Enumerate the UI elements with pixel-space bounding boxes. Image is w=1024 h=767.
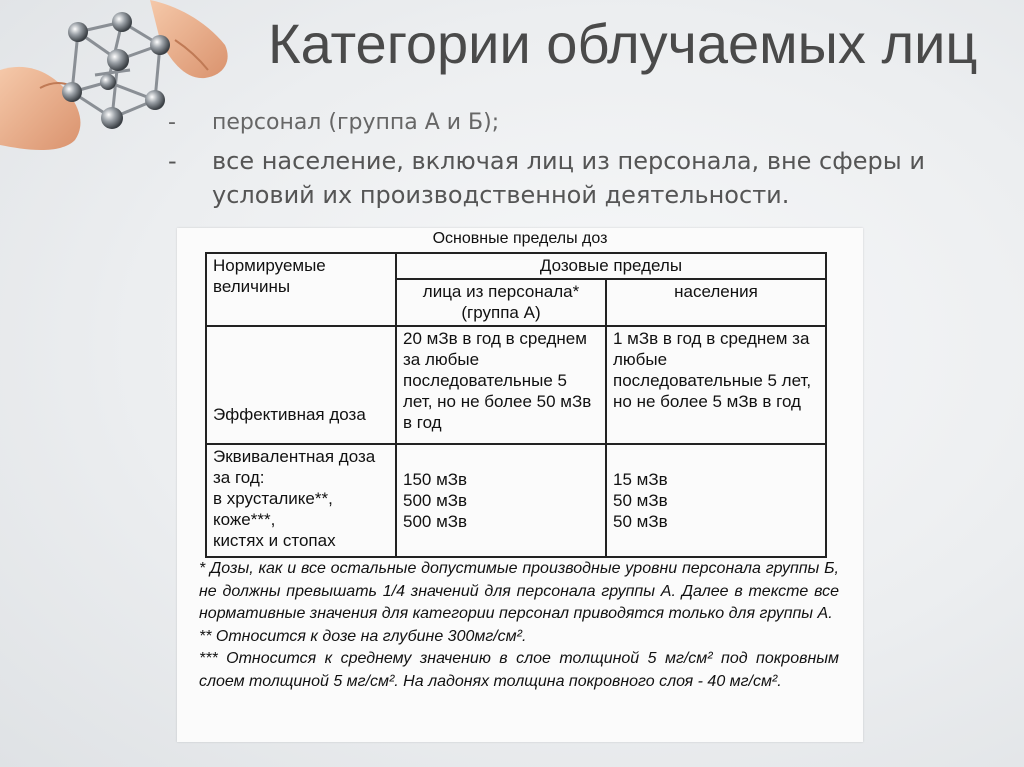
cell-population-effective: 1 мЗв в год в среднем за любые последовательные 5 лет, но не более 5 мЗв в год — [606, 326, 826, 444]
table-caption: Основные пределы доз — [432, 230, 608, 247]
label-line: в хрусталике**, — [213, 489, 333, 509]
bullet-text: все население, включая лиц из персонала, вне сферы и условий их производственной деятельности. — [212, 147, 925, 209]
header-quantities: Нормируемые величины — [206, 253, 396, 326]
footnote: ** Относится к дозе на глубине 300мг/см². — [199, 627, 527, 645]
row-label-effective-dose: Эффективная доза — [206, 326, 396, 444]
value-line: 500 мЗв — [403, 512, 468, 532]
header-personnel: лица из персонала* (группа А) — [396, 279, 606, 327]
bullet-list — [168, 106, 988, 212]
header-population: населения — [606, 279, 826, 327]
dose-limits-table — [205, 252, 827, 558]
cell-personnel-effective: 20 мЗв в год в среднем за любые последовательные 5 лет, но не более 50 мЗв в год — [396, 326, 606, 444]
table-row — [206, 326, 826, 444]
value-line: 50 мЗв — [613, 491, 668, 511]
value-line: 15 мЗв — [613, 470, 668, 490]
slide-title: Категории облучаемых лиц — [268, 12, 978, 75]
bullet-marker: - — [168, 110, 176, 135]
bullet-text: персонал (группа А и Б); — [212, 110, 500, 135]
table-row — [206, 444, 826, 557]
dose-limits-scan — [177, 228, 863, 742]
label-line: коже***, — [213, 510, 276, 530]
label-line: кистях и стопах — [213, 531, 336, 551]
footnote: * Дозы, как и все остальные допустимые производные уровни персонала группы Б, не должны превышать 1/4 значений для персонала группы А. Далее в тексте все нормативные значения для категории персонал приводятся только для группы А. — [199, 560, 839, 622]
footnotes — [199, 558, 839, 693]
cell-personnel-equivalent — [396, 444, 606, 557]
value-line: 50 мЗв — [613, 512, 668, 532]
header-limits: Дозовые пределы — [396, 253, 826, 279]
footnote: *** Относится к среднему значению в слое толщиной 5 мг/см² под покровным слоем толщиной 5 мг/см². На ладонях толщина покровного слоя - 40 мг/см². — [199, 650, 839, 690]
bullet-marker: - — [168, 147, 177, 175]
label-line: Эквивалентная доза за год: — [213, 447, 376, 488]
table-header-row — [206, 253, 826, 279]
bullet-item — [168, 106, 988, 140]
bullet-item — [168, 144, 988, 212]
value-line: 150 мЗв — [403, 470, 468, 490]
row-label-equivalent-dose — [206, 444, 396, 557]
cell-population-equivalent — [606, 444, 826, 557]
value-line: 500 мЗв — [403, 491, 468, 511]
